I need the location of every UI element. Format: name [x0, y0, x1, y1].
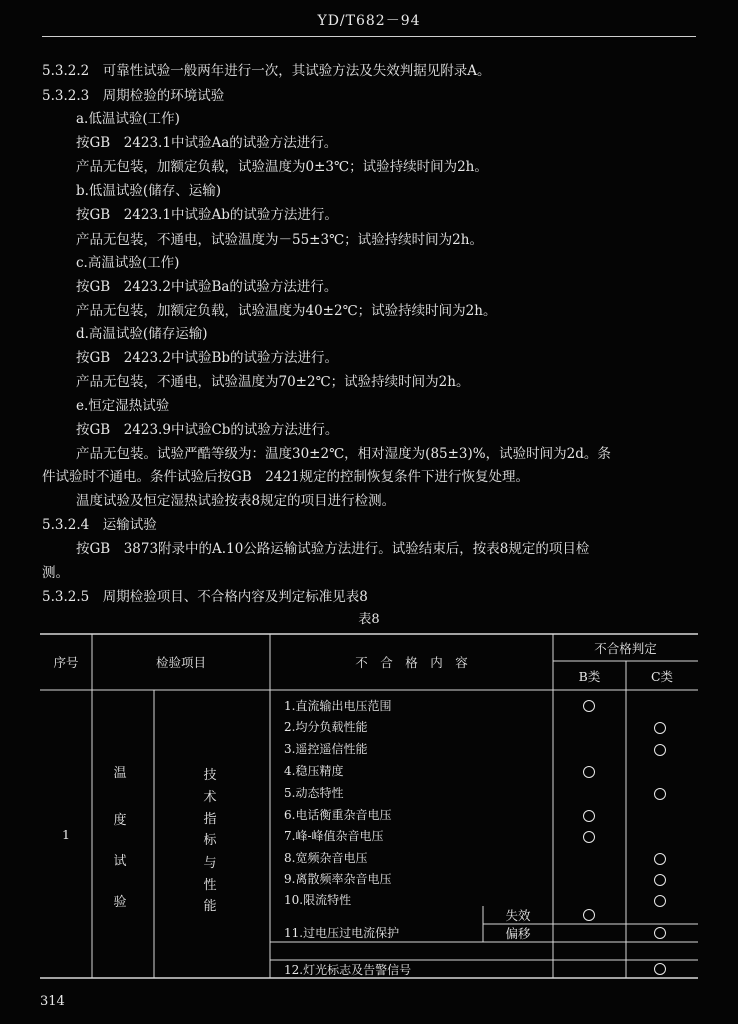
header-class-c: C类	[650, 668, 674, 684]
table-row: 7.峰-峰值杂音电压	[284, 829, 384, 843]
paragraph-line: d.高温试验(储存运输)	[76, 326, 208, 342]
circle-mark-icon	[654, 788, 666, 800]
section-heading: 5.3.2.5 周期检验项目、不合格内容及判定标准见表8	[42, 589, 368, 605]
sub-label-char: 与	[203, 856, 217, 871]
page-number: 314	[40, 994, 65, 1009]
circle-mark-icon	[654, 744, 666, 756]
header-seq: 序号	[53, 655, 79, 670]
circle-mark-icon	[654, 927, 666, 939]
paragraph-line: b.低温试验(储存、运输)	[76, 183, 221, 199]
circle-mark-icon	[583, 766, 595, 778]
paragraph-line: 按GB 2423.2中试验Ba的试验方法进行。	[76, 279, 338, 295]
paragraph-line: 按GB 2423.9中试验Cb的试验方法进行。	[76, 422, 339, 438]
paragraph-line: 产品无包装，不通电，试验温度为－55±3℃；试验持续时间为2h。	[76, 232, 483, 248]
header-content: 不 合 格 内 容	[355, 655, 468, 670]
paragraph-line: 5.3.2.2 可靠性试验一般两年进行一次，其试验方法及失效判据见附录A。	[42, 63, 491, 79]
group-label-char: 试	[113, 854, 127, 869]
section-heading: 5.3.2.4 运输试验	[42, 517, 157, 533]
paragraph-line: 按GB 2423.2中试验Bb的试验方法进行。	[76, 350, 339, 366]
circle-mark-icon	[654, 874, 666, 886]
sub-label-char: 标	[203, 833, 217, 848]
paragraph-line: a.低温试验(工作)	[76, 111, 180, 127]
paragraph-line: 产品无包装，加额定负载，试验温度为40±2℃；试验持续时间为2h。	[76, 303, 497, 319]
header-class-b: B类	[578, 668, 601, 684]
paragraph-line: 温度试验及恒定湿热试验按表8规定的项目进行检测。	[76, 493, 396, 509]
sub-label-char: 术	[203, 790, 217, 805]
circle-mark-icon	[654, 895, 666, 907]
circle-mark-icon	[654, 853, 666, 865]
sub-label-char: 能	[203, 899, 217, 914]
sub-label-char: 技	[203, 768, 217, 783]
paragraph-line: 件试验时不通电。条件试验后按GB 2421规定的控制恢复条件下进行恢复处理。	[42, 469, 530, 485]
table-row: 2.均分负载性能	[284, 720, 368, 734]
table-row: 12.灯光标志及告警信号	[284, 963, 412, 977]
circle-mark-icon	[583, 909, 595, 921]
paragraph-line: 按GB 3873附录中的A.10公路运输试验方法进行。试验结束后，按表8规定的项目检	[76, 541, 590, 557]
circle-mark-icon	[654, 722, 666, 734]
section-heading: 5.3.2.3 周期检验的环境试验	[42, 88, 225, 104]
paragraph-line: 产品无包装。试验严酷等级为：温度30±2℃，相对湿度为(85±3)%，试验时间为2d。条	[76, 446, 611, 462]
table-row: 6.电话衡重杂音电压	[284, 808, 392, 822]
item11-sub-drift: 偏移	[505, 926, 531, 941]
header-item: 检验项目	[155, 655, 206, 670]
table-row: 11.过电压过电流保护	[284, 926, 400, 940]
table-row: 5.动态特性	[284, 786, 344, 800]
sub-label-char: 性	[203, 878, 217, 893]
item11-sub-fail: 失效	[505, 908, 531, 923]
sub-label-char: 指	[203, 812, 217, 827]
paragraph-line: 按GB 2423.1中试验Aa的试验方法进行。	[76, 135, 338, 151]
table-row: 10.限流特性	[284, 893, 352, 907]
table-row: 9.离散频率杂音电压	[284, 872, 392, 886]
table-row: 4.稳压精度	[284, 764, 344, 778]
table-row: 1.直流输出电压范围	[284, 699, 392, 713]
group-label-char: 验	[113, 895, 127, 910]
table-row: 3.遥控遥信性能	[284, 742, 368, 756]
group-label-char: 温	[113, 766, 127, 781]
row-seq: 1	[62, 826, 70, 842]
table-row: 8.宽频杂音电压	[284, 851, 368, 865]
paragraph-line: 按GB 2423.1中试验Ab的试验方法进行。	[76, 207, 338, 223]
paragraph-line: 测。	[42, 565, 69, 581]
paragraph-line: e.恒定湿热试验	[76, 398, 170, 414]
table-title: 表8	[358, 612, 380, 627]
running-header: YD/T682－94	[317, 13, 421, 29]
paragraph-line: c.高温试验(工作)	[76, 255, 180, 271]
paragraph-line: 产品无包装，不通电，试验温度为70±2℃；试验持续时间为2h。	[76, 374, 470, 390]
header-judge: 不合格判定	[594, 640, 657, 656]
circle-mark-icon	[583, 700, 595, 712]
group-label-char: 度	[113, 813, 127, 828]
paragraph-line: 产品无包装，加额定负载，试验温度为0±3℃；试验持续时间为2h。	[76, 159, 488, 175]
circle-mark-icon	[583, 831, 595, 843]
circle-mark-icon	[583, 810, 595, 822]
circle-mark-icon	[654, 963, 666, 975]
